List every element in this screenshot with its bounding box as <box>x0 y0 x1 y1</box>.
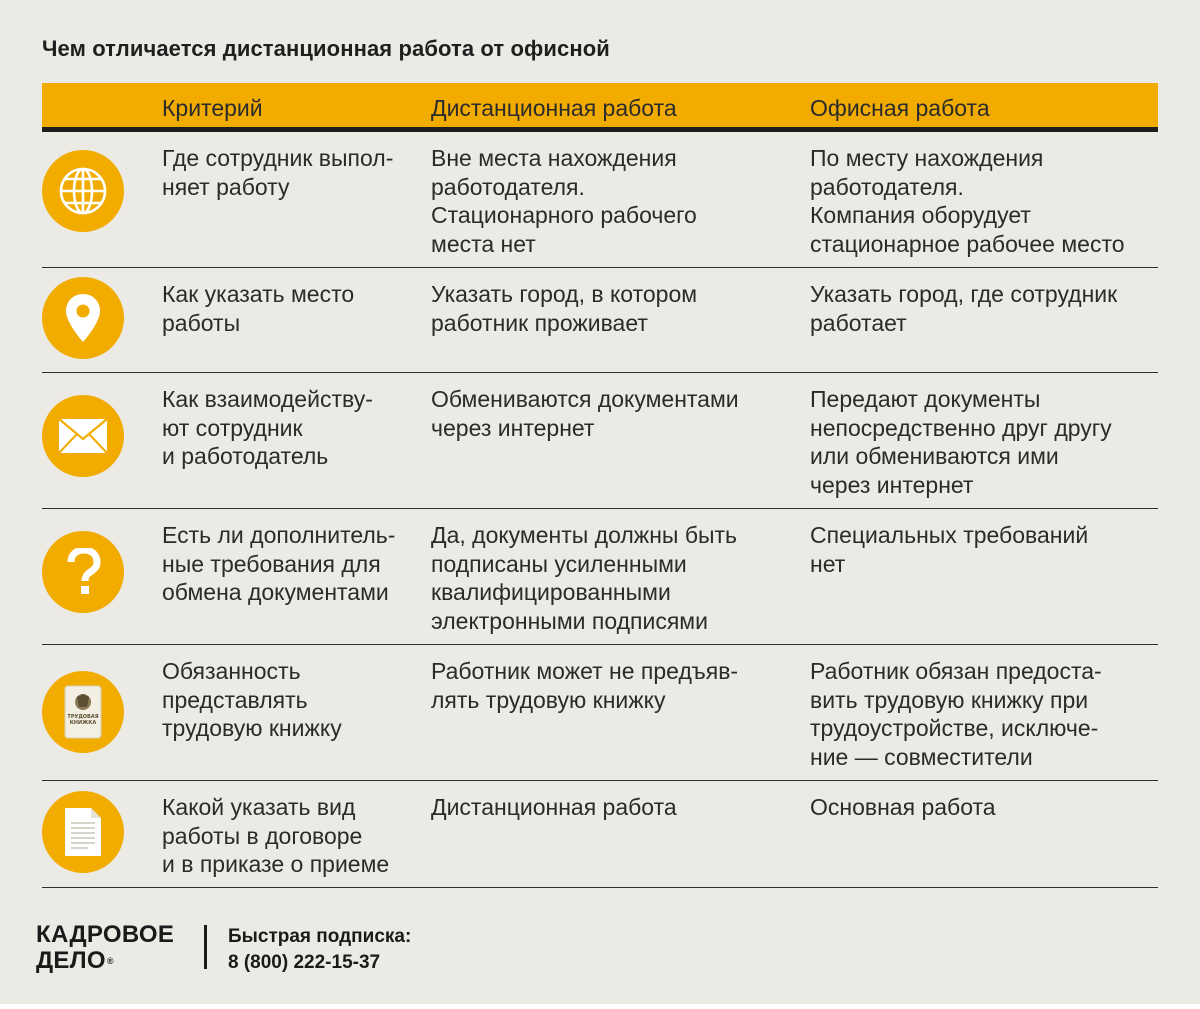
cell-remote: Да, документы должны быть подписаны усиленными квалифицированными электронными подписями <box>431 522 738 634</box>
footer-divider <box>204 925 207 969</box>
cell-remote: Указать город, в котором работник проживает <box>431 281 698 336</box>
cell-criterion: Какой указать вид работы в договоре и в приказе о приеме <box>162 794 390 878</box>
table-header <box>42 83 1158 132</box>
cell-criterion: Как указать место работы <box>162 281 355 336</box>
logo-line-1: КАДРОВОЕ <box>36 921 175 948</box>
logo-kadrovoe-delo <box>36 922 174 974</box>
location-pin-icon <box>42 277 124 359</box>
cell-office: Специальных требований нет <box>810 522 1089 577</box>
header-remote-work: Дистанционная работа <box>431 95 677 121</box>
cell-criterion: Обязанность представлять трудовую книжку <box>162 658 342 742</box>
table-row <box>42 132 1158 268</box>
page-title: Чем отличается дистанционная работа от офисной <box>42 36 610 61</box>
logo-line-2: ДЕЛО <box>36 947 106 974</box>
header-criterion: Критерий <box>162 95 263 121</box>
table-row <box>42 645 1158 781</box>
employment-record-book-icon <box>42 671 124 753</box>
registered-mark: ® <box>106 956 114 966</box>
subscription-phone[interactable]: 8 (800) 222-15-37 <box>228 952 381 973</box>
cell-criterion: Как взаимодейству- ют сотрудник и работодатель <box>162 386 373 470</box>
cell-remote: Работник может не предъяв- лять трудовую книжку <box>431 658 739 713</box>
question-mark-icon <box>42 531 124 613</box>
cell-remote: Дистанционная работа <box>431 794 677 820</box>
subscription-block <box>228 924 411 976</box>
table-row <box>42 781 1158 888</box>
subscription-label: Быстрая подписка: <box>228 926 412 947</box>
cell-criterion: Есть ли дополнитель- ные требования для обмена документами <box>162 522 396 606</box>
cell-office: Указать город, где сотрудник работает <box>810 281 1118 336</box>
cell-remote: Вне места нахождения работодателя. Стационарного рабочего места нет <box>431 145 697 257</box>
cell-office: Основная работа <box>810 794 996 820</box>
header-office-work: Офисная работа <box>810 95 990 121</box>
table-row <box>42 509 1158 645</box>
envelope-icon <box>42 395 124 477</box>
book-label-text: КНИЖКА <box>69 720 97 726</box>
globe-icon <box>42 150 124 232</box>
document-icon <box>42 791 124 873</box>
comparison-table <box>42 83 1158 888</box>
cell-criterion: Где сотрудник выпол- няет работу <box>162 145 394 200</box>
book-label-text: ТРУДОВАЯ <box>67 714 99 720</box>
cell-office: По месту нахождения работодателя. Компания оборудует стационарное рабочее место <box>810 145 1125 257</box>
table-row <box>42 373 1158 509</box>
table-row <box>42 268 1158 373</box>
cell-office: Работник обязан предоста- вить трудовую книжку при трудоустройстве, исключе- ние — совместители <box>810 658 1102 770</box>
cell-remote: Обмениваются документами через интернет <box>431 386 739 441</box>
cell-office: Передают документы непосредственно друг другу или обмениваются ими через интернет <box>810 386 1112 498</box>
